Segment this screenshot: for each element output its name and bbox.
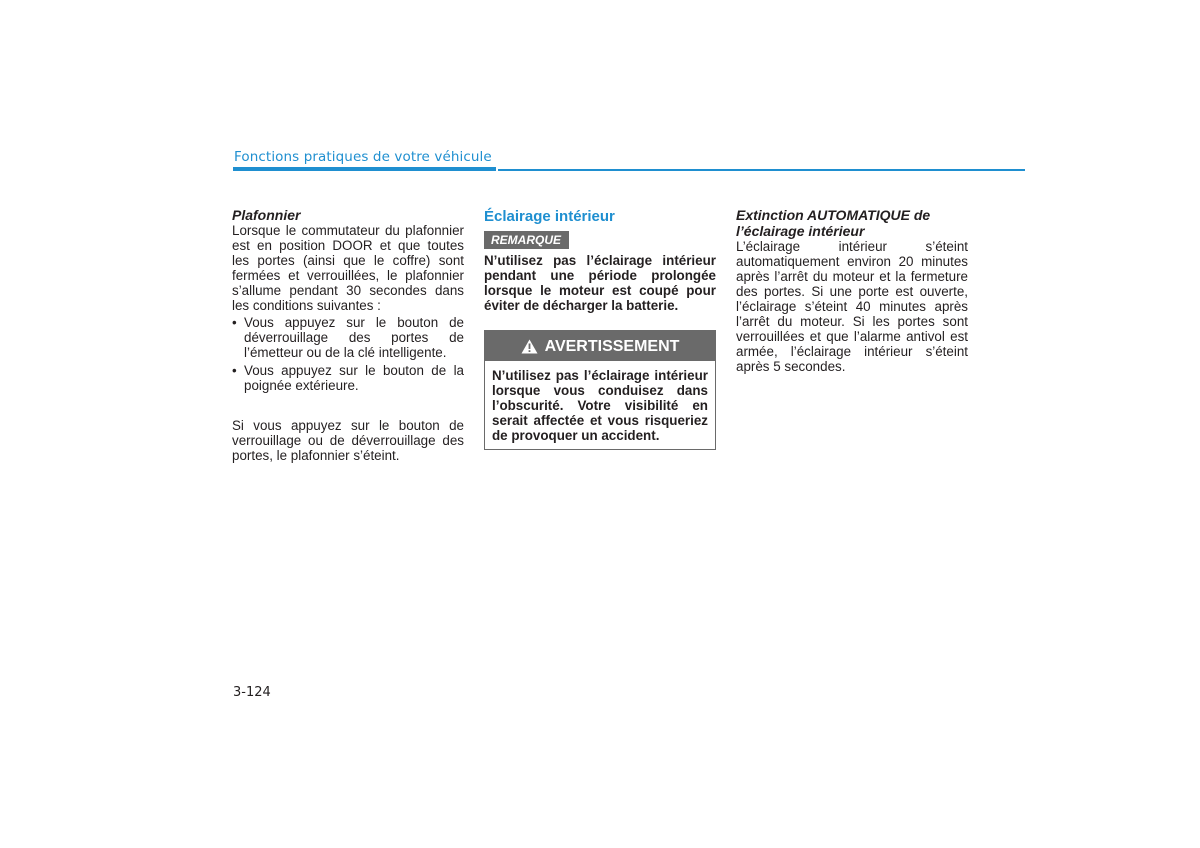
bullet-mark: •	[232, 315, 237, 330]
header-rule-thick	[233, 167, 496, 171]
plafonnier-outro: Si vous appuyez sur le bouton de verrouillage ou de déverrouillage des portes, le plafonnier s’éteint.	[232, 418, 464, 463]
extinction-text: L’éclairage intérieur s’éteint automatiquement environ 20 minutes après l’arrêt du moteur et la fermeture des portes. Si une porte est ouverte, l’éclairage s’éteint 40 minutes après l’arrêt du moteur. Si les portes sont verrouillées et que l’alarme antivol est armée, l’éclairage intérieur s’éteint après 5 secondes.	[736, 239, 968, 374]
list-item	[232, 363, 464, 393]
remarque-text: N’utilisez pas l’éclairage intérieur pendant une période prolongée lorsque le moteur est coupé pour éviter de décharger la batterie.	[484, 253, 716, 313]
plafonnier-intro: Lorsque le commutateur du plafonnier est en position DOOR et que toutes les portes (ainsi que le coffre) sont fermées et verrouillées, le plafonnier s’allume pendant 30 secondes dans les conditions suivantes :	[232, 223, 464, 313]
remarque-badge: REMARQUE	[484, 231, 569, 249]
warning-label: AVERTISSEMENT	[544, 337, 680, 355]
list-item	[232, 315, 464, 360]
list-item-text: Vous appuyez sur le bouton de la poignée extérieure.	[244, 363, 464, 393]
warning-box	[484, 330, 716, 450]
column-extinction-automatique	[736, 207, 968, 374]
bullet-mark: •	[232, 363, 237, 378]
running-header-title: Fonctions pratiques de votre véhicule	[234, 149, 492, 165]
section-title: Éclairage intérieur	[484, 208, 615, 225]
plafonnier-heading: Plafonnier	[232, 207, 301, 223]
page-number: 3-124	[233, 685, 271, 700]
column-plafonnier	[232, 207, 464, 463]
extinction-heading: Extinction AUTOMATIQUE de l’éclairage intérieur	[736, 207, 931, 239]
header-rule-thin	[498, 169, 1025, 171]
warning-triangle-icon	[521, 339, 538, 354]
column-eclairage-interieur	[484, 207, 716, 450]
warning-text: N’utilisez pas l’éclairage intérieur lorsque vous conduisez dans l’obscurité. Votre visibilité en serait affectée et vous risqueriez de provoquer un accident.	[492, 368, 708, 443]
plafonnier-conditions-list	[232, 315, 464, 393]
warning-header	[485, 331, 715, 361]
list-item-text: Vous appuyez sur le bouton de déverrouillage des portes de l’émetteur ou de la clé intelligente.	[244, 315, 464, 360]
